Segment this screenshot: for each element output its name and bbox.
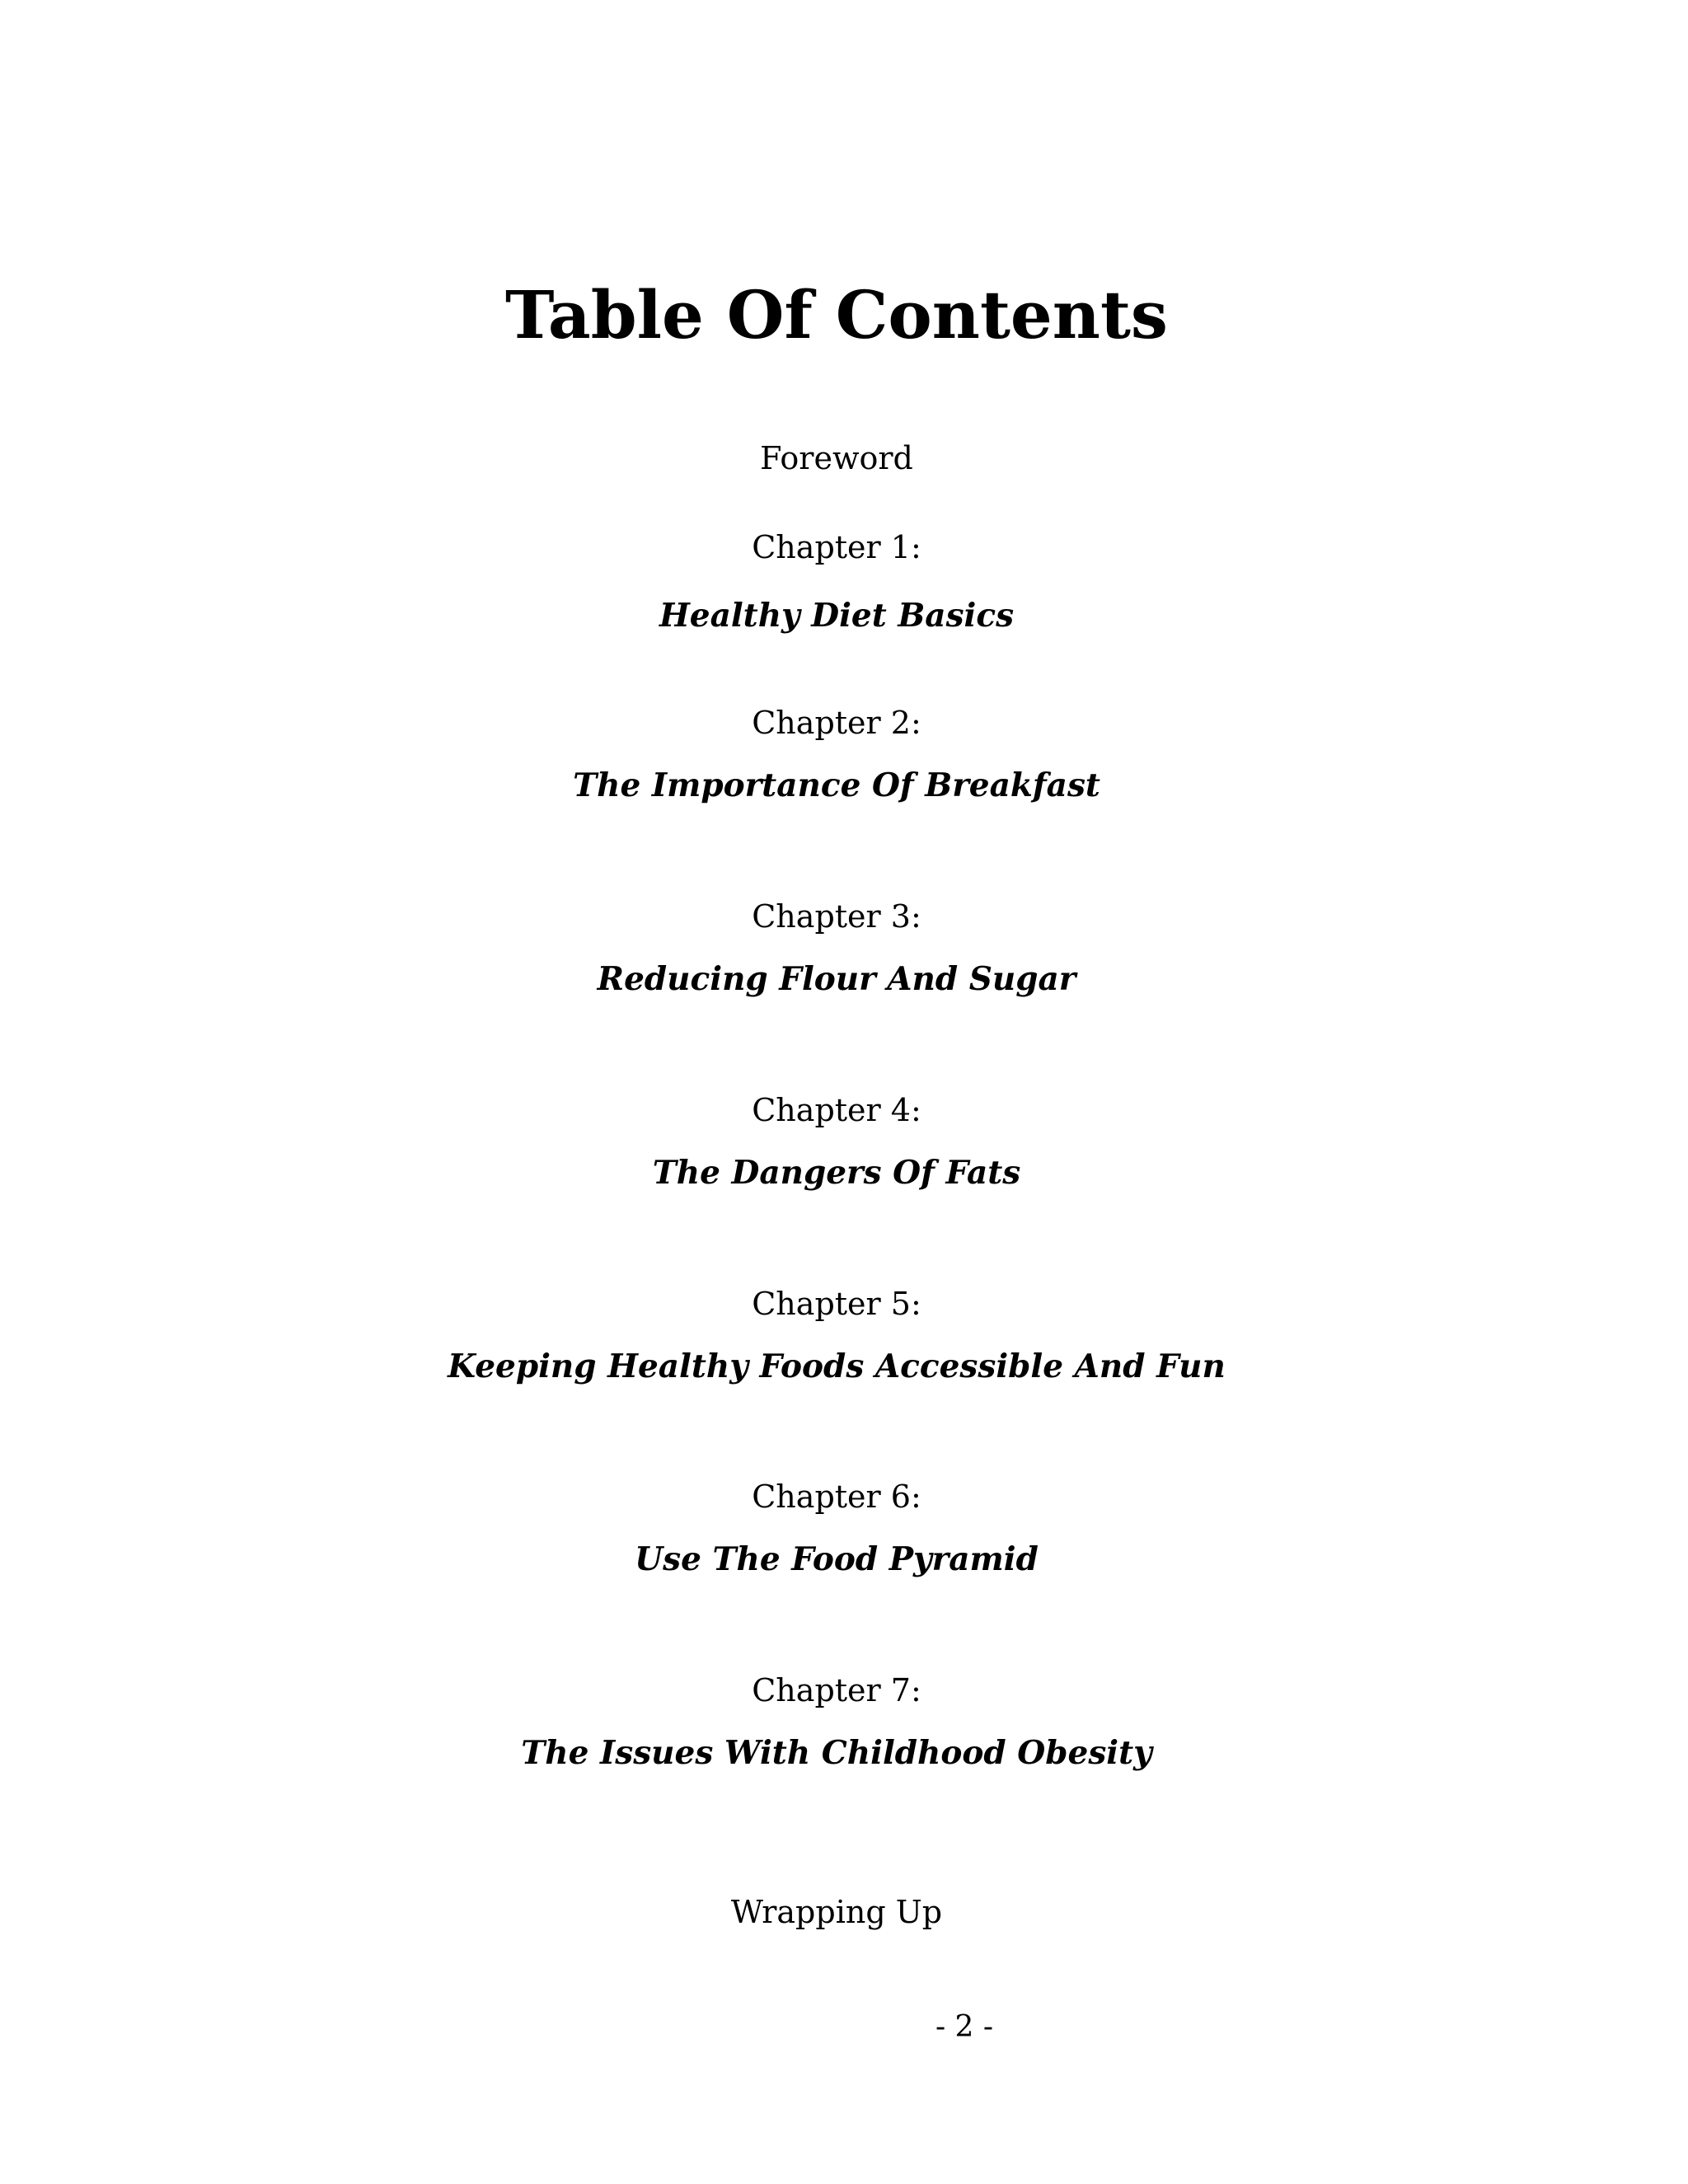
toc-chapter-1-label: Chapter 1: <box>752 529 921 565</box>
toc-chapter-3-label: Chapter 3: <box>752 898 921 935</box>
toc-chapter-6-title: Use The Food Pyramid <box>635 1540 1039 1578</box>
toc-chapter-7-title: The Issues With Childhood Obesity <box>521 1734 1152 1772</box>
toc-chapter-1-title: Healthy Diet Basics <box>659 597 1015 635</box>
toc-chapter-4-label: Chapter 4: <box>752 1092 921 1128</box>
toc-wrapping-up: Wrapping Up <box>730 1894 943 1930</box>
toc-chapter-2-label: Chapter 2: <box>752 705 921 741</box>
toc-chapter-5-label: Chapter 5: <box>752 1286 921 1322</box>
toc-chapter-6-label: Chapter 6: <box>752 1479 921 1515</box>
toc-foreword: Foreword <box>760 440 913 476</box>
toc-chapter-2-title: The Importance Of Breakfast <box>573 766 1100 804</box>
page-title: Table Of Contents <box>505 276 1168 354</box>
toc-chapter-3-title: Reducing Flour And Sugar <box>597 960 1076 998</box>
page-number: - 2 - <box>935 2010 994 2044</box>
toc-chapter-5-title: Keeping Healthy Foods Accessible And Fun <box>448 1347 1226 1385</box>
toc-chapter-7-label: Chapter 7: <box>752 1672 921 1708</box>
toc-chapter-4-title: The Dangers Of Fats <box>652 1154 1021 1192</box>
